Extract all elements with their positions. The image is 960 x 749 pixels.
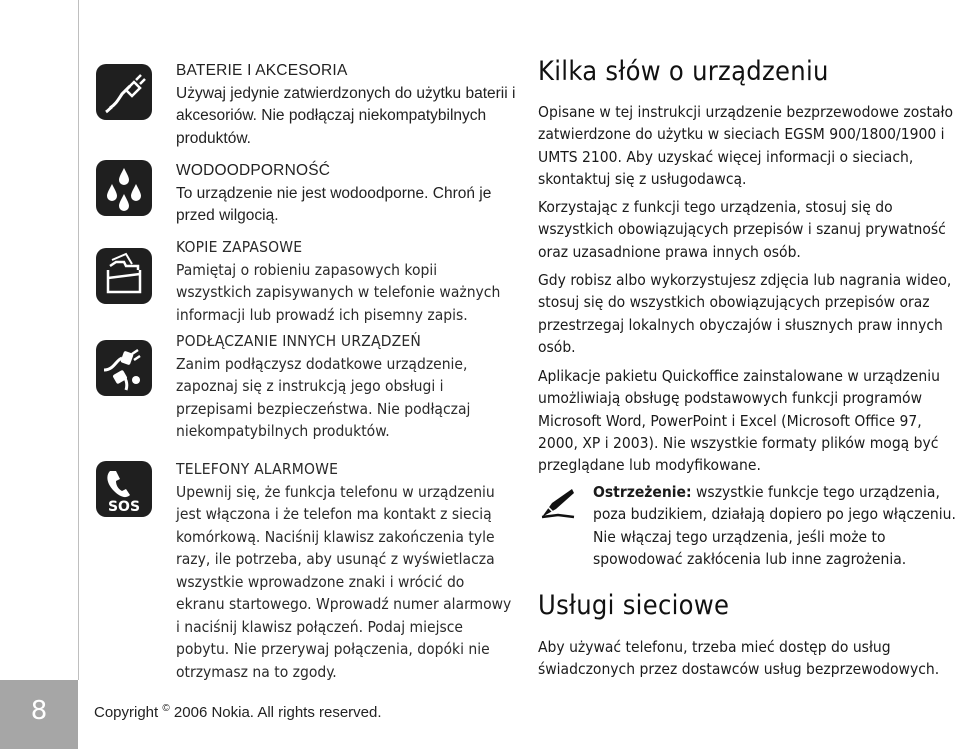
backup-text: Pamiętaj o robieniu zapasowych kopii wszystkich zapisywanych w telefonie ważnych informacji lub prowadź ich pisemny zapis. — [176, 260, 501, 324]
warning-label: Ostrzeżenie: — [593, 483, 692, 501]
device-text-4: Aplikacje pakietu Quickoffice zainstalowane w urządzeniu umożliwiają obsługę podstawowych funkcji programów Microsoft Word, PowerPoint i Excel (Microsoft Office 97, 2000, XP i 2003). Nie wszystkie formaty plików mogą być przeglądane lub modyfikowane. — [538, 367, 940, 475]
device-paragraph-2 — [538, 196, 958, 263]
water-text: To urządzenie nie jest wodoodporne. Chroń je przed wilgocią. — [176, 184, 492, 224]
warning-text: wszystkie funkcje tego urządzenia, poza budzikiem, działają dopiero po jego włączeniu. Nie włączaj tego urządzenia, jeśli może to spowodować zakłócenia lub inne zagrożenia. — [593, 483, 956, 568]
emergency-text: Upewnij się, że funkcja telefonu w urządzeniu jest włączona i że telefon ma kontakt z siecią komórkową. Naciśnij klawisz zakończenia tyle razy, ile potrzeba, aby usunąć z wyświetlacza wszystkie wprowadzone znaki i wrócić do ekranu startowego. Wprowadź numer alarmowy i naciśnij klawisz połączeń. Podaj miejsce pobytu. Nie przerywaj połączenia, dopóki nie otrzymasz na to zgody. — [176, 482, 512, 681]
device-text-2: Korzystając z funkcji tego urządzenia, stosuj się do wszystkich obowiązujących przepisów i szanuj prywatność oraz uzasadnione prawa innych osób. — [538, 198, 946, 261]
batteries-text: Używaj jedynie zatwierdzonych do użytku baterii i akcesoriów. Nie podłączaj niekompatybilnych produktów. — [176, 84, 516, 147]
connecting-text: Zanim podłączysz dodatkowe urządzenie, zapoznaj się z instrukcją jego obsługi i przepisami bezpieczeństwa. Nie podłączaj niekompatybilnych produktów. — [176, 354, 471, 440]
device-paragraph-1 — [538, 101, 958, 190]
copyright-notice — [94, 703, 382, 721]
side-margin — [0, 0, 78, 749]
section-batteries — [176, 60, 516, 150]
connector-icon — [96, 340, 152, 396]
copyright-mark: © — [162, 703, 170, 714]
folder-icon — [96, 248, 152, 304]
water-drops-icon — [96, 160, 152, 216]
section-backup — [176, 236, 516, 326]
section-title-device: Kilka słów o urządzeniu — [538, 56, 829, 87]
sos-phone-icon — [96, 461, 152, 517]
sos-label: SOS — [107, 499, 141, 515]
copyright-text: 2006 Nokia. All rights reserved. — [173, 704, 382, 721]
water-heading: WODOODPORNOŚĆ — [176, 162, 331, 179]
copyright-word: Copyright — [94, 704, 159, 721]
section-emergency — [176, 458, 516, 683]
page-number: 8 — [30, 696, 48, 726]
warning-note — [593, 481, 958, 570]
network-text: Aby używać telefonu, trzeba mieć dostęp do usług świadczonych przez dostawców usług bezprzewodowych. — [538, 638, 940, 679]
device-text-1: Opisane w tej instrukcji urządzenie bezprzewodowe zostało zatwierdzone do użytku w sieciach EGSM 900/1800/1900 i UMTS 2100. Aby uzyskać więcej informacji o sieciach, skontaktuj się z usługodawcą. — [538, 103, 953, 188]
device-paragraph-3 — [538, 269, 958, 358]
device-text-3: Gdy robisz albo wykorzystujesz zdjęcia lub nagrania wideo, stosuj się do wszystkich obowiązujących przepisów oraz przestrzegaj lokalnych obyczajów i słusznych praw innych osób. — [538, 271, 952, 356]
batteries-heading: BATERIE I AKCESORIA — [176, 62, 348, 79]
warning-pen-icon — [538, 483, 578, 523]
emergency-heading: TELEFONY ALARMOWE — [176, 460, 339, 478]
connecting-heading: PODŁĄCZANIE INNYCH URZĄDZEŃ — [176, 332, 422, 350]
section-title-network: Usługi sieciowe — [538, 590, 730, 621]
network-paragraph — [538, 636, 958, 681]
section-connecting — [176, 330, 516, 443]
battery-plug-icon — [96, 64, 152, 120]
section-water — [176, 160, 516, 228]
margin-rule — [78, 0, 79, 680]
backup-heading: KOPIE ZAPASOWE — [176, 238, 303, 256]
device-paragraph-4 — [538, 365, 958, 476]
